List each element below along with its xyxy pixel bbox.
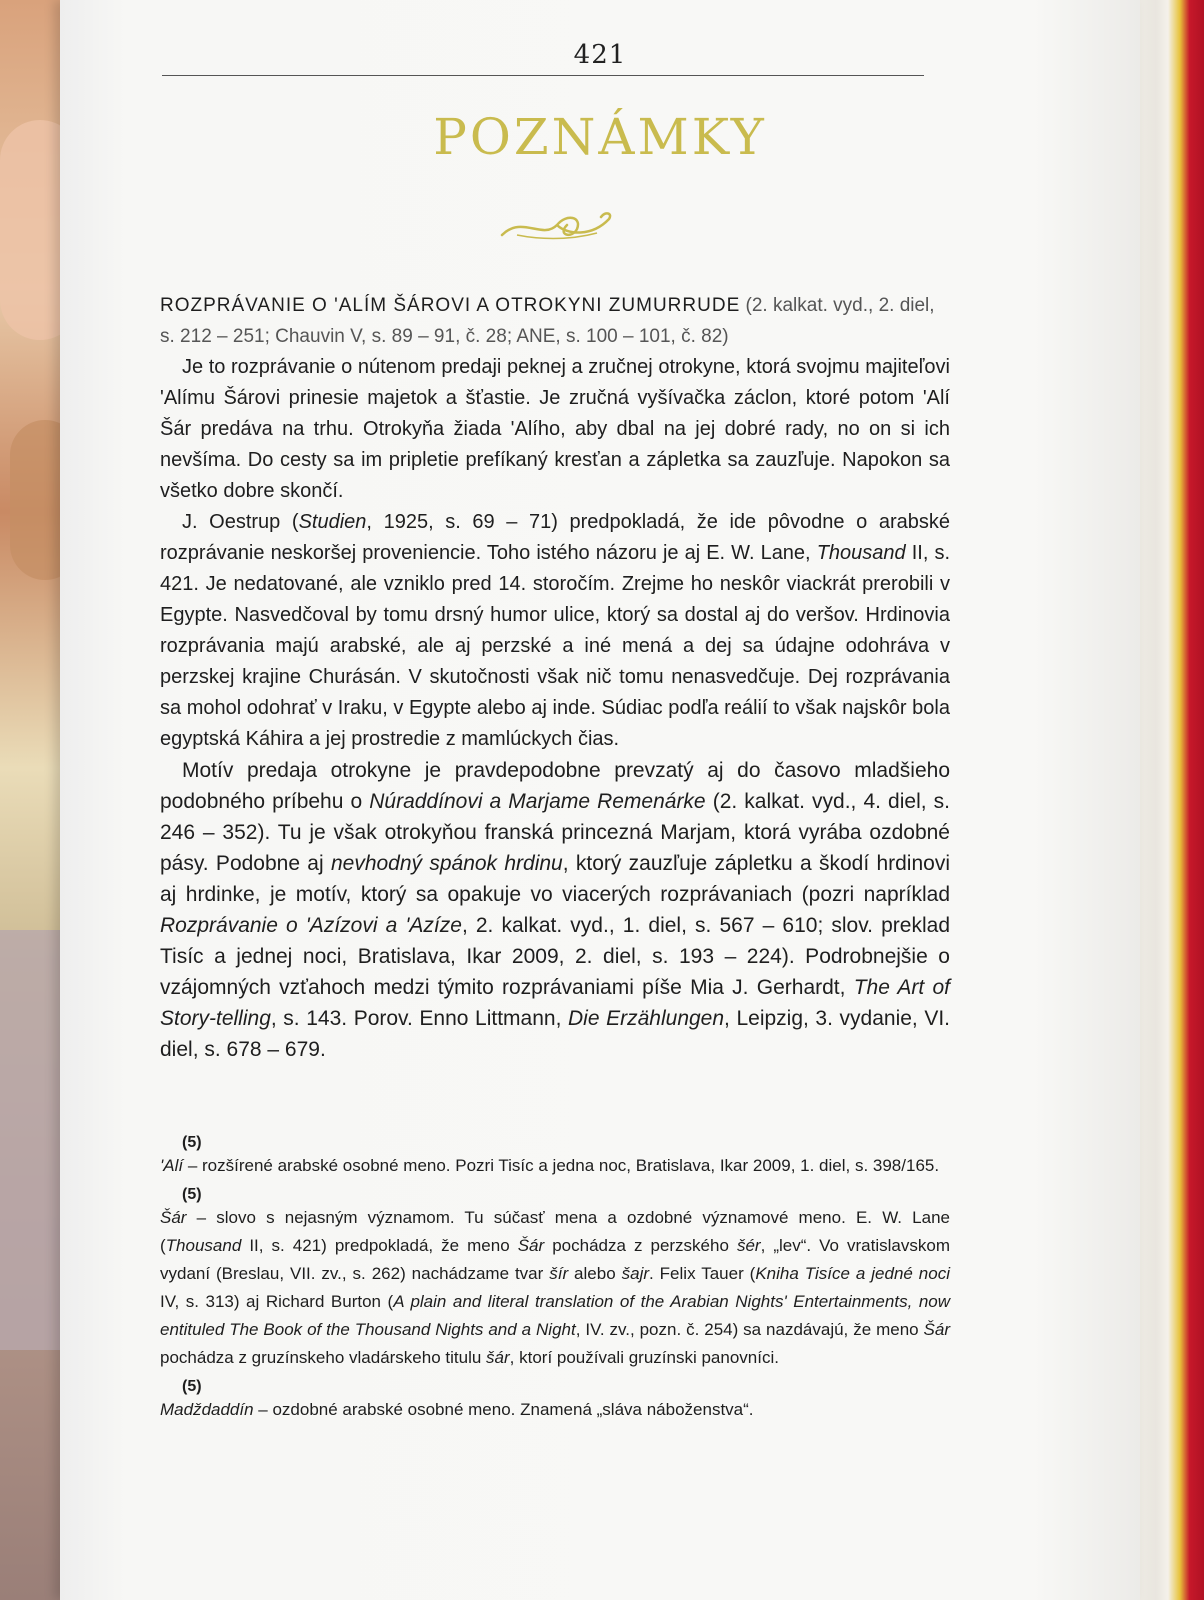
- footnote-text: Šár – slovo s nejasným významom. Tu súčasť mena a ozdobné významové meno. E. W. Lane (Thousand II, s. 421) predpokladá, že meno Šár pochádza z perzského šér, „lev“. Vo vratislavskom vydaní (Breslau, VII. zv., s. 262) nachádzame tvar šír alebo šajr. Felix Tauer (Kniha Tisíce a jedné noci IV, s. 313) aj Richard Burton (A plain and literal translation of the Arabian Nights' Entertainments, now entituled The Book of the Thousand Nights and a Night, IV. zv., pozn. č. 254) sa nazdávajú, že meno Šár pochádza z gruzínskeho vladárskeho titulu šár, ktorí používali gruzínski panovníci.: [160, 1208, 951, 1367]
- entry-heading: [160, 290, 950, 352]
- notes-main-text: [160, 290, 950, 1065]
- footnote-text: Madždaddín – ozdobné arabské osobné meno. Znamená „sláva náboženstva“.: [160, 1400, 754, 1419]
- footnote-number: (5): [182, 1134, 202, 1151]
- chapter-title: POZNÁMKY: [433, 108, 767, 166]
- footnote-text: 'Alí – rozšírené arabské osobné meno. Pozri Tisíc a jedna noc, Bratislava, Ikar 2009, 1. diel, s. 398/165.: [160, 1156, 940, 1175]
- footnote-number: (5): [182, 1378, 202, 1395]
- footnote-number: (5): [182, 1186, 202, 1203]
- paragraph: Je to rozprávanie o nútenom predaji peknej a zručnej otrokyne, ktorá svojmu majiteľovi 'Alímu Šárovi prinesie majetok a šťastie. Je zručná vyšívačka záclon, ktoré potom 'Alí Šár predáva na trhu. Otrokyňa žiada 'Alího, aby dbal na jej dobré rady, no on si ich nevšíma. Do cesty sa im pripletie prefíkaný kresťan a zápletka sa zauzľuje. Napokon sa všetko dobre skončí.: [160, 356, 950, 502]
- illustration-figure: [0, 930, 60, 1350]
- paragraph: Motív predaja otrokyne je pravdepodobne prevzatý aj do časovo mladšieho podobného príbehu o Núraddínovi a Marjame Remenárke (2. kalkat. vyd., 4. diel, s. 246 – 352). Tu je však otrokyňou franská princezná Marjam, ktorá vyrába ozdobné pásy. Podobne aj nevhodný spánok hrdinu, ktorý zauzľuje zápletku a škodí hrdinovi aj hrdinke, je motív, ktorý sa opakuje vo viacerých rozprávaniach (pozri napríklad Rozprávanie o 'Azízovi a 'Azíze, 2. kalkat. vyd., 1. diel, s. 567 – 610; slov. preklad Tisíc a jednej noci, Bratislava, Ikar 2009, 2. diel, s. 193 – 224). Podrobnejšie o vzájomných vzťahoch medzi týmito rozprávaniami píše Mia J. Gerhardt, The Art of Story-telling, s. 143. Porov. Enno Littmann, Die Erzählungen, Leipzig, 3. vydanie, VI. diel, s. 678 – 679.: [160, 759, 951, 1061]
- entry-sources: (2. kalkat. vyd., 2. diel, s. 212 – 251; Chauvin V, s. 89 – 91, č. 28; ANE, s. 100 – 101, č. 82): [160, 295, 935, 347]
- footnotes: [160, 1128, 950, 1424]
- header-rule: [162, 75, 924, 76]
- entry-title: ROZPRÁVANIE O 'ALÍM ŠÁROVI A OTROKYNI ZUMURRUDE: [160, 295, 741, 316]
- page-number: 421: [573, 40, 627, 70]
- paragraph: J. Oestrup (Studien, 1925, s. 69 – 71) predpokladá, že ide pôvodne o arabské rozprávanie neskoršej proveniencie. Toho istého názoru je aj E. W. Lane, Thousand II, s. 421. Je nedatované, ale vzniklo pred 14. storočím. Zrejme ho neskôr viackrát prerobili v Egypte. Nasvedčoval by tomu drsný humor ulice, ktorý sa dostal aj do veršov. Hrdinovia rozprávania majú arabské, ale aj perzské a iné mená a dej sa údajne odohráva v perzskej krajine Churásán. V skutočnosti však nič tomu nenasvedčuje. Dej rozprávania sa mohol odohrať v Iraku, v Egypte alebo aj inde. Súdiac podľa reálií to však najskôr bola egyptská Káhira a jej prostredie z mamlúckych čias.: [160, 511, 951, 750]
- book-page: [60, 0, 1140, 1600]
- flourish-ornament-icon: [497, 205, 617, 245]
